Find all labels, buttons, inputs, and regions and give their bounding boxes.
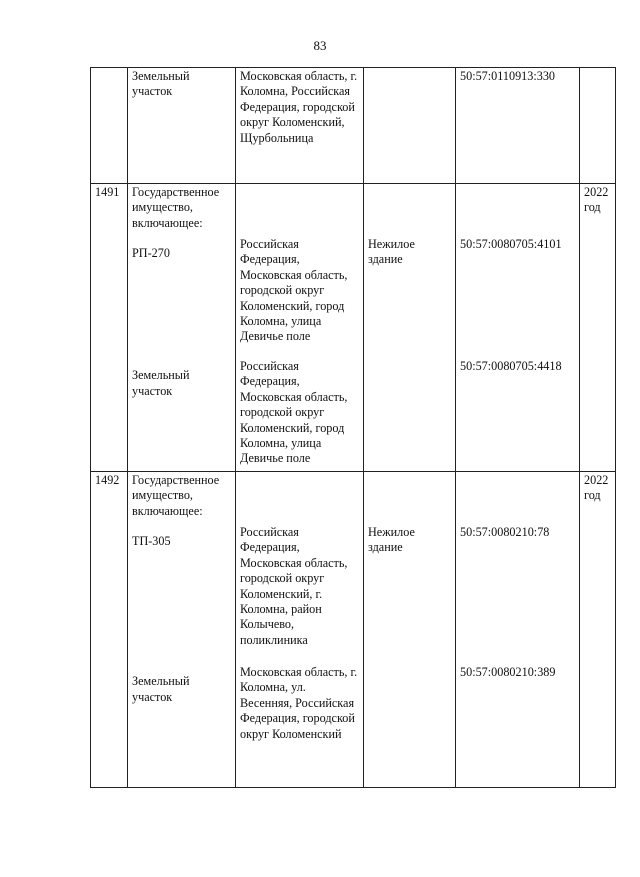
- object-name: Земельный участок: [132, 368, 190, 398]
- cadastral-number: 50:57:0080705:4418: [460, 359, 562, 373]
- cadastral-number: 50:57:0080705:4101: [460, 237, 562, 251]
- year-cell: 2022 год: [580, 184, 616, 472]
- object-type: Нежилое здание: [368, 525, 415, 555]
- cadastral-number-cell: [456, 472, 580, 788]
- cadastral-number-cell: [456, 68, 580, 184]
- address-cell: [236, 184, 364, 472]
- object-name-cell: [128, 472, 236, 788]
- object-name-cell: [128, 68, 236, 184]
- row-number-cell: 1491: [91, 184, 128, 472]
- cadastral-number: 50:57:0080210:78: [460, 525, 550, 539]
- object-name: ТП-305: [132, 534, 171, 549]
- object-address: Московская область, г. Коломна, Российская Федерация, городской округ Коломенский, Щурбольница: [240, 69, 358, 145]
- object-name-cell: [128, 184, 236, 472]
- object-name: РП-270: [132, 246, 170, 261]
- property-registry-table: [90, 67, 616, 788]
- group-label: Государственное имущество, включающее:: [132, 473, 220, 518]
- object-address: Московская область, г. Коломна, ул. Весенняя, Российская Федерация, городской округ Коломенский: [240, 665, 358, 741]
- object-type-cell: [364, 68, 456, 184]
- table-row: [91, 184, 616, 472]
- group-label: Государственное имущество, включающее:: [132, 185, 220, 230]
- address-cell: [236, 68, 364, 184]
- object-type-cell: [364, 184, 456, 472]
- object-name: Земельный участок: [132, 674, 190, 704]
- object-address: Российская Федерация, Московская область, городской округ Коломенский, город Коломна, улица Девичье поле: [240, 359, 348, 466]
- cadastral-number: 50:57:0080210:389: [460, 665, 556, 679]
- row-number-cell: [91, 68, 128, 184]
- object-address: Российская Федерация, Московская область, городской округ Коломенский, город Коломна, улица Девичье поле: [240, 237, 348, 344]
- cadastral-number-cell: [456, 184, 580, 472]
- cadastral-number: 50:57:0110913:330: [460, 69, 556, 83]
- table-row: [91, 472, 616, 788]
- address-cell: [236, 472, 364, 788]
- year-cell: 2022 год: [580, 472, 616, 788]
- year-cell: [580, 68, 616, 184]
- object-type: Нежилое здание: [368, 237, 415, 267]
- row-number-cell: 1492: [91, 472, 128, 788]
- object-name: Земельный участок: [132, 69, 190, 99]
- page-number: 83: [313, 38, 327, 53]
- object-type-cell: [364, 472, 456, 788]
- table-row: [91, 68, 616, 184]
- object-address: Российская Федерация, Московская область, городской округ Коломенский, г. Коломна, район Колычево, поликлиника: [240, 525, 348, 647]
